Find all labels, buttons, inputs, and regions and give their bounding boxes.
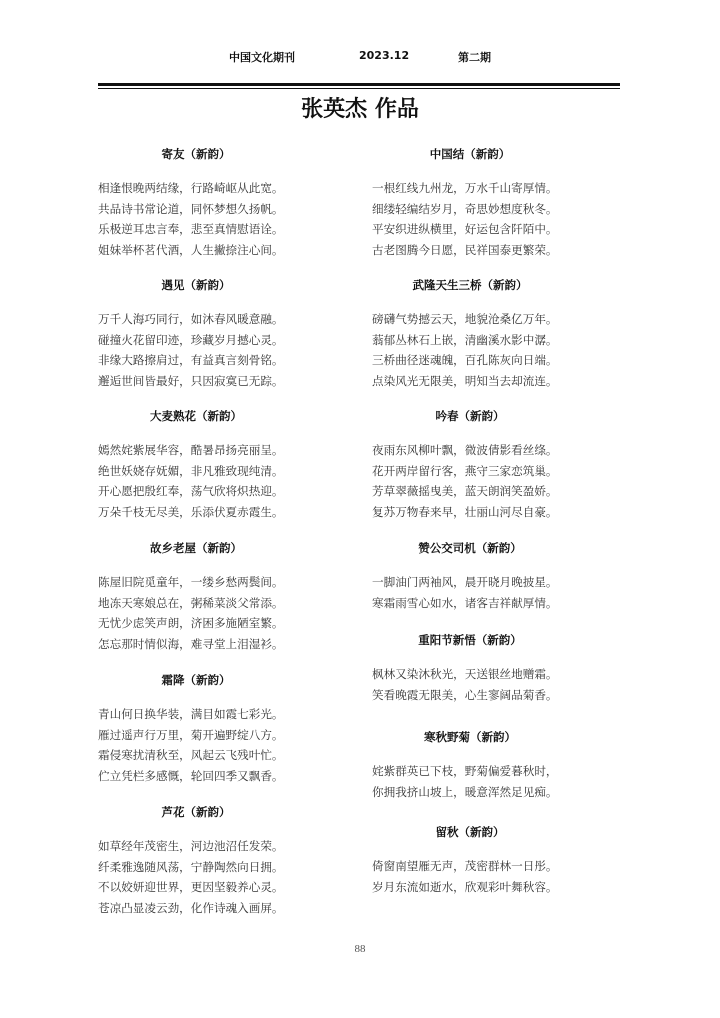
- poem-title: 遇见（新韵）: [161, 278, 231, 292]
- poem-title: 留秋（新韵）: [435, 825, 505, 839]
- poem-line: 青山何日换华装，满目如霞七彩光。: [98, 707, 284, 721]
- poem: [372, 275, 592, 391]
- poem-line: 开心愿把殷红奉，荡气欣将炽热迎。: [98, 484, 284, 499]
- poem-body: [372, 761, 592, 802]
- poem-line: 嫣然姹紫展华容，酷暑昂扬亮丽呈。: [98, 443, 284, 457]
- poem-line: 碰撞火花留印迹，珍藏岁月撼心灵。: [98, 332, 284, 347]
- poem-line: 非缘大路擦肩过，有益真言刻骨铭。: [98, 353, 284, 368]
- header-rule-thick: [98, 83, 620, 86]
- poem-line: 雁过遥声行万里，菊开遍野绽八方。: [98, 727, 284, 742]
- poem: [372, 406, 592, 522]
- poem-body: [372, 664, 592, 705]
- poem-title: 故乡老屋（新韵）: [150, 541, 242, 555]
- poem-line: 寒霜雨雪心如水，诸客吉祥献厚情。: [372, 595, 558, 610]
- poem: [98, 144, 318, 260]
- poem-line: 三桥曲径迷魂魄，百孔陈灰向日端。: [372, 353, 558, 368]
- poem-body: [98, 572, 318, 654]
- poem-line: 花开两岸留行客，燕守三家恋筑巢。: [372, 463, 558, 478]
- poem-line: 姹紫群英已下枝，野菊偏爱暮秋时，: [372, 764, 558, 778]
- poem-line: 纤柔雅逸随风荡，宁静陶然向日拥。: [98, 859, 284, 874]
- poem-line: 姐妹举杯茗代酒，人生撇捺注心间。: [98, 242, 284, 257]
- poem-line: 古老图腾今日愿，民祥国泰更繁荣。: [372, 242, 558, 257]
- poem-body: [98, 704, 318, 786]
- poem: [372, 144, 592, 260]
- poem-line: 苍凉凸显凌云劲，化作诗魂入画屏。: [98, 900, 284, 915]
- journal-name: 中国文化期刊: [229, 51, 295, 64]
- poem-line: 一脚油门两袖风，晨开晓月晚披星。: [372, 575, 558, 589]
- poem-line: 磅礴气势撼云天，地貌沧桑亿万年。: [372, 312, 558, 326]
- poem: [98, 406, 318, 522]
- poem: [372, 630, 592, 705]
- poem-line: 相逢恨晚两结缘，行路崎岖从此宽。: [98, 181, 284, 195]
- poem-line: 不以姣妍迎世界，更因坚毅养心灵。: [98, 880, 284, 895]
- poem: [98, 275, 318, 391]
- poem-body: [372, 856, 592, 897]
- poem-line: 万千人海巧同行，如沐春风暖意融。: [98, 312, 284, 326]
- poem-body: [98, 836, 318, 918]
- poem-line: 蓊郁丛林石上嵌，清幽溪水影中潺。: [372, 332, 558, 347]
- poem-body: [372, 572, 592, 613]
- poem-line: 霜侵寒扰清秋至，风起云飞残叶忙。: [98, 748, 284, 763]
- poem: [372, 822, 592, 897]
- poem-title: 大麦熟花（新韵）: [150, 409, 242, 423]
- poem-line: 平安织进纵横里，好运包含阡陌中。: [372, 222, 558, 237]
- page-number: 88: [354, 943, 366, 955]
- issue-date: 2023.12: [359, 49, 410, 62]
- poem-title: 中国结（新韵）: [429, 147, 511, 161]
- poem-line: 邂逅世间皆最好，只因寂寞已无踪。: [98, 373, 284, 388]
- poem-line: 枫林又染沐秋光，天送银丝地赠霜。: [372, 667, 558, 681]
- poem: [98, 538, 318, 654]
- poem-body: [372, 440, 592, 522]
- poem-body: [372, 178, 592, 260]
- poem-line: 如草经年茂密生，河边池沼任发荣。: [98, 839, 284, 853]
- poem-line: 无忧少虑笑声朗，济困多施陋室繁。: [98, 616, 284, 631]
- poem-line: 岁月东流如逝水，欣观彩叶舞秋容。: [372, 879, 558, 894]
- poem-title: 重阳节新悟（新韵）: [418, 633, 522, 647]
- poem-body: [372, 309, 592, 391]
- poem-title: 寒秋野菊（新韵）: [424, 730, 516, 744]
- poem: [372, 538, 592, 613]
- poem-title: 寄友（新韵）: [161, 147, 231, 161]
- poem-line: 乐极逆耳忠言奉，悲至真情慰语诠。: [98, 222, 284, 237]
- poem-line: 笑看晚霞无限美，心生寥阔品菊香。: [372, 687, 558, 702]
- poem: [372, 727, 592, 802]
- poem-line: 一根红线九州龙，万水千山寄厚情。: [372, 181, 558, 195]
- poem-line: 复苏万物春来早，壮丽山河尽自豪。: [372, 504, 558, 519]
- poem: [98, 802, 318, 918]
- poem-body: [98, 178, 318, 260]
- poem: [98, 670, 318, 786]
- poem-body: [98, 309, 318, 391]
- poem-title: 武隆天生三桥（新韵）: [412, 278, 528, 292]
- poem-line: 点染风光无限美，明知当去却流连。: [372, 373, 558, 388]
- poem-body: [98, 440, 318, 522]
- header-rule-thin: [98, 88, 620, 89]
- poem-line: 细缕轻编结岁月，奇思妙想度秋冬。: [372, 201, 558, 216]
- poem-line: 绝世妖娆存妩媚，非凡雅致现纯清。: [98, 463, 284, 478]
- poem-line: 夜雨东风柳叶飘，微波倩影看丝绦。: [372, 443, 558, 457]
- poem-line: 伫立凭栏多感慨，轮回四季又飘香。: [98, 768, 284, 783]
- poem-line: 芳草翠薇摇曳美，蓝天朗润笑盈娇。: [372, 484, 558, 499]
- poem-line: 陈屋旧院觅童年，一缕乡愁两鬓间。: [98, 575, 284, 589]
- poem-line: 怎忘那时情似海，难寻堂上泪湿衫。: [98, 636, 284, 651]
- poem-line: 地冻天寒娘总在，粥稀菜淡父常添。: [98, 595, 284, 610]
- poem-title: 吟春（新韵）: [435, 409, 505, 423]
- poem-title: 霜降（新韵）: [161, 673, 231, 687]
- issue-number: 第二期: [458, 51, 491, 64]
- poem-line: 共品诗书常论道，同怀梦想久扬帆。: [98, 201, 284, 216]
- poem-line: 万朵千枝无尽美，乐添伏夏赤霞生。: [98, 504, 284, 519]
- poem-line: 你拥我挤山坡上，暖意浑然足见痴。: [372, 784, 558, 799]
- page-title: 张英杰 作品: [301, 97, 419, 122]
- poem-title: 芦花（新韵）: [161, 805, 231, 819]
- poem-line: 倚窗南望雁无声，茂密群林一日彤。: [372, 859, 558, 873]
- poem-title: 赞公交司机（新韵）: [418, 541, 522, 555]
